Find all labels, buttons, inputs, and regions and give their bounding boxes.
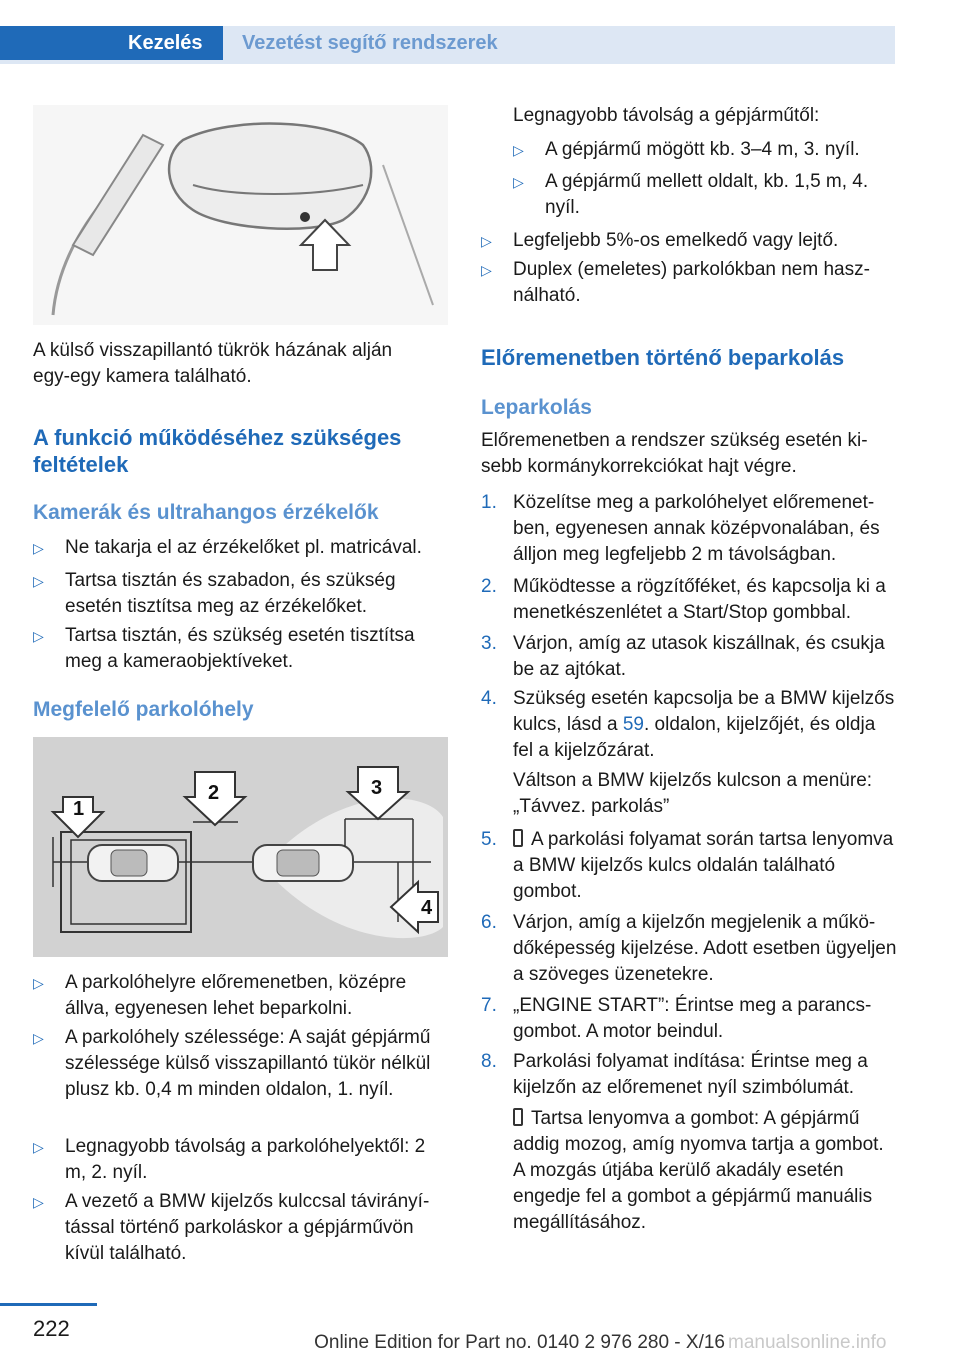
bullet-marker-icon: ▷ bbox=[33, 1194, 44, 1210]
parking-bullet-text: A vezető a BMW kijelzős kulccsal távirányítással történő parkoláskor a gépjárművön kívül található. bbox=[65, 1191, 430, 1264]
watermark: manualsonline.info bbox=[728, 1332, 887, 1353]
step-note bbox=[481, 768, 897, 820]
mirror-caption: A külső visszapillantó tükrök házának alján egy-egy kamera található. bbox=[33, 340, 393, 387]
step-number: 8. bbox=[481, 1051, 497, 1072]
step-text: „ENGINE START”: Érintse meg a parancsgombot. A motor beindul. bbox=[513, 995, 872, 1042]
sensor-bullet bbox=[33, 623, 449, 675]
car-driver bbox=[253, 845, 353, 881]
bullet-marker-icon: ▷ bbox=[33, 1139, 44, 1155]
parking-diagram bbox=[33, 737, 448, 957]
bullet-marker-icon: ▷ bbox=[513, 142, 524, 158]
step-item bbox=[481, 686, 897, 764]
key-button-icon bbox=[513, 829, 523, 847]
sensor-bullet bbox=[33, 535, 449, 561]
mirror-illustration bbox=[33, 105, 448, 325]
parking-bullet bbox=[33, 970, 449, 1022]
step-item bbox=[481, 574, 897, 626]
bullet-marker-icon: ▷ bbox=[33, 628, 44, 644]
page-number: 222 bbox=[33, 1316, 70, 1341]
bullet-marker-icon: ▷ bbox=[481, 262, 492, 278]
step-number: 5. bbox=[481, 829, 497, 850]
distance-bullet-text: Legfeljebb 5%-os emelkedő vagy lejtő. bbox=[513, 230, 839, 251]
bullet-marker-icon: ▷ bbox=[33, 540, 44, 556]
figure-label-2: 2 bbox=[208, 782, 220, 804]
figure-label-1: 1 bbox=[73, 798, 85, 820]
bullet-marker-icon: ▷ bbox=[33, 1030, 44, 1046]
heading-parking: Megfelelő parkolóhely bbox=[33, 698, 254, 721]
step-text: Közelítse meg a parkolóhelyet előremenetben, egyenesen annak középvonalában, és álljon meg legfeljebb 2 m távolságban. bbox=[513, 492, 880, 565]
page-link[interactable]: 59 bbox=[622, 714, 644, 735]
figure-label-3: 3 bbox=[371, 777, 383, 799]
parking-illustration bbox=[33, 737, 448, 957]
bullet-marker-icon: ▷ bbox=[33, 975, 44, 991]
step-item bbox=[481, 827, 897, 905]
sensor-bullet bbox=[33, 568, 449, 620]
bullet-marker-icon: ▷ bbox=[513, 174, 524, 190]
distance-bullet bbox=[481, 257, 897, 309]
parking-bullet-text: A parkolóhelyre előremenetben, középre állva, egyenesen lehet beparkolni. bbox=[65, 972, 407, 1019]
heading-sensors: Kamerák és ultrahangos érzékelők bbox=[33, 501, 379, 524]
step-text-b: . oldalon, kijelzőjét, és oldja fel a kijelzőzárat. bbox=[513, 714, 876, 761]
distance-bullet bbox=[481, 228, 897, 254]
distance-intro: Legnagyobb távolság a gépjárműtől: bbox=[513, 105, 820, 126]
edition-note: Online Edition for Part no. 0140 2 976 280 - X/16 bbox=[314, 1332, 725, 1353]
step-text: Tartsa lenyomva a gombot: A gépjármű addig mozog, amíg nyomva tartja a gombot. A mozgás útjába kerülő akadály esetén engedje fel a gombot a gépjármű manuális megállításához. bbox=[513, 1108, 884, 1233]
step-text: Várjon, amíg az utasok kiszállnak, és csukja be az ajtókat. bbox=[513, 633, 885, 680]
tab-section[interactable]: Kezelés bbox=[0, 26, 223, 60]
sensor-bullet-text: Tartsa tisztán, és szükség esetén tisztítsa meg a kameraobjektíveket. bbox=[65, 625, 415, 672]
footer-rule bbox=[0, 1303, 97, 1306]
key-button-icon bbox=[513, 1108, 523, 1126]
heading-conditions: A funkció működéséhez szükséges feltételek bbox=[33, 425, 402, 477]
parking-bullet bbox=[33, 1189, 449, 1267]
chapter-header bbox=[0, 26, 895, 60]
sensor-bullet-text: Ne takarja el az érzékelőket pl. matricával. bbox=[65, 537, 422, 558]
heading-forward-parking: Előremenetben történő beparkolás bbox=[481, 345, 845, 370]
step-text: A parkolási folyamat során tartsa lenyomva a BMW kijelzős kulcs oldalán található gombot. bbox=[513, 829, 894, 902]
step-text: Váltson a BMW kijelzős kulcson a menüre: „Távvez. parkolás” bbox=[513, 770, 873, 817]
step-number: 7. bbox=[481, 995, 497, 1016]
sensor-bullet-text: Tartsa tisztán és szabadon, és szükség esetén tisztítsa meg az érzékelőket. bbox=[65, 570, 396, 617]
step-text-a: Szükség esetén kapcsolja be a BMW kijelzős kulcs, lásd a bbox=[513, 688, 895, 735]
parking-bullet-text: Legnagyobb távolság a parkolóhelyektől: 2 m, 2. nyíl. bbox=[65, 1136, 426, 1183]
step-text: Parkolási folyamat indítása: Érintse meg a kijelzőn az előremenet nyíl szimbólumát. bbox=[513, 1051, 868, 1098]
mirror-camera-figure bbox=[33, 105, 448, 325]
step-item bbox=[481, 1049, 897, 1101]
distance-sub-bullet bbox=[513, 169, 903, 221]
heading-unpark: Leparkolás bbox=[481, 396, 592, 419]
step-number: 6. bbox=[481, 912, 497, 933]
bullet-marker-icon: ▷ bbox=[33, 573, 44, 589]
step-item bbox=[481, 993, 897, 1045]
step-number: 3. bbox=[481, 633, 497, 654]
step-text: Működtesse a rögzítőféket, és kapcsolja ki a menetkészenlétet a Start/Stop gombbal. bbox=[513, 576, 886, 623]
step-number: 2. bbox=[481, 576, 497, 597]
parking-bullet bbox=[33, 1134, 449, 1186]
distance-sub-text: A gépjármű mögött kb. 3–4 m, 3. nyíl. bbox=[545, 139, 860, 160]
car-parked bbox=[88, 845, 178, 881]
parking-bullet bbox=[33, 1025, 449, 1103]
step-item bbox=[481, 490, 897, 568]
distance-bullet-text: Duplex (emeletes) parkolókban nem használható. bbox=[513, 259, 870, 306]
step-number: 4. bbox=[481, 688, 497, 709]
bullet-marker-icon: ▷ bbox=[481, 233, 492, 249]
distance-sub-bullet bbox=[513, 137, 903, 163]
tab-subsection[interactable]: Vezetést segítő rendszerek bbox=[242, 32, 498, 54]
unpark-text: Előremenetben a rendszer szükség esetén kisebb kormánykorrekciókat hajt végre. bbox=[481, 430, 868, 477]
step-note bbox=[481, 1106, 897, 1236]
step-item bbox=[481, 631, 897, 683]
figure-label-4: 4 bbox=[421, 897, 433, 919]
step-item bbox=[481, 910, 897, 988]
step-text: Várjon, amíg a kijelzőn megjelenik a működőképesség kijelzése. Adott esetben ügyeljen a szöveges üzenetekre. bbox=[513, 912, 897, 985]
step-number: 1. bbox=[481, 492, 497, 513]
distance-sub-text: A gépjármű mellett oldalt, kb. 1,5 m, 4. nyíl. bbox=[545, 171, 869, 218]
parking-bullet-text: A parkolóhely szélessége: A saját gépjármű szélessége külső visszapillantó tükör nélkül plusz kb. 0,4 m minden oldalon, 1. nyíl. bbox=[65, 1027, 431, 1100]
